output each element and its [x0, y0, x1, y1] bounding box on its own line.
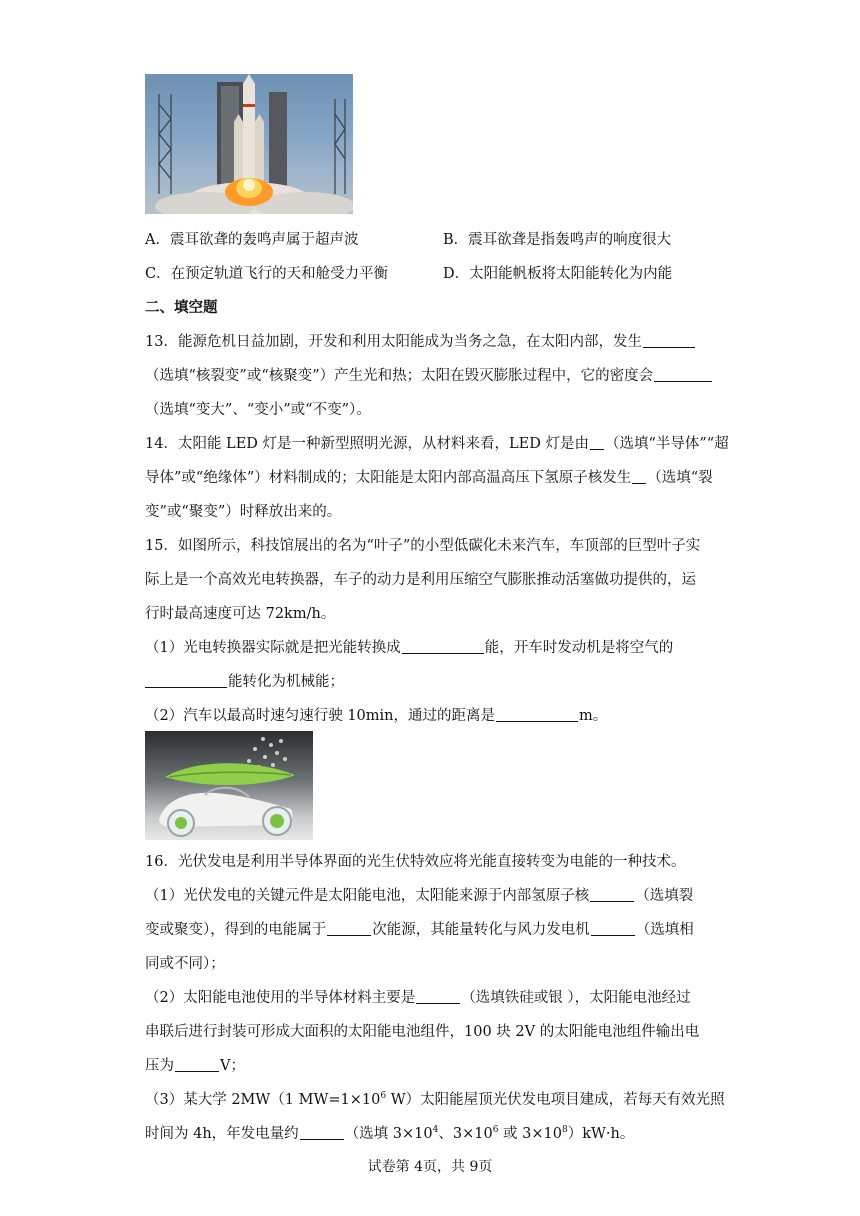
q16-part1-end: 同或不同）； — [145, 956, 225, 972]
exponent: 8 — [561, 1125, 568, 1136]
exponent: 4 — [432, 1125, 439, 1136]
q15-part1 — [145, 638, 673, 658]
q13-text: （选填“核裂变”或“核聚变”）产生光和热；太阳在毁灭膨胀过程中，它的密度会 — [145, 368, 654, 384]
q16-text: 压为 — [145, 1058, 174, 1074]
answer-blank — [654, 366, 712, 382]
q16-text: 时间为 4h，年发电量约 — [145, 1126, 299, 1142]
q16-part1-cont — [145, 920, 694, 940]
exponent: 6 — [492, 1125, 499, 1136]
option-d: D．太阳能帆板将太阳能转化为内能 — [443, 266, 673, 282]
q16-text: （2）太阳能电池使用的半导体材料主要是 — [145, 990, 416, 1006]
q15-text: （1）光电转换器实际就是把光能转换成 — [145, 640, 401, 656]
page-footer: 试卷第 4页，共 9页 — [367, 1159, 493, 1175]
q14-line3: 变”或“聚变”）时释放出来的。 — [145, 504, 342, 520]
q16-part1 — [145, 886, 693, 906]
q15-line1: 15．如图所示，科技馆展出的名为“叶子”的小型低碳化未来汽车，车顶部的巨型叶子实 — [145, 538, 701, 554]
q13-line3: （选填“变大”、“变小”或“不变”）。 — [145, 402, 371, 418]
q14-text: （选填“半导体”“超 — [604, 436, 729, 452]
q16-text: 或 3×10 — [498, 1126, 562, 1142]
q15-line3: 行时最高速度可达 72km/h。 — [145, 606, 336, 622]
q16-text: （选填铁硅或银 ），太阳能电池经过 — [461, 990, 691, 1006]
option-b: B．震耳欲聋是指轰鸣声的响度很大 — [443, 232, 672, 248]
q14-text: 导体”或“绝缘体”）材料制成的；太阳能是太阳内部高温高压下氢原子核发生 — [145, 470, 632, 486]
q16-part2-cont: 串联后进行封装可形成大面积的太阳能电池组件，100 块 2V 的太阳能电池组件输出电 — [145, 1024, 700, 1040]
q13-line2 — [145, 366, 713, 386]
q15-part2 — [145, 706, 607, 726]
q16-text: （选填裂 — [635, 888, 694, 904]
answer-blank — [632, 468, 646, 484]
q16-part3 — [145, 1090, 725, 1110]
answer-blank — [402, 638, 484, 654]
answer-blank — [591, 920, 635, 936]
q16-text: ）kW·h。 — [567, 1126, 635, 1142]
answer-blank — [145, 672, 227, 688]
leaf-car-image — [145, 731, 313, 840]
answer-blank — [496, 706, 578, 722]
answer-blank — [175, 1056, 219, 1072]
q15-text: m。 — [579, 708, 608, 724]
leaf-car-illustration — [145, 731, 313, 840]
q15-part1-cont — [145, 672, 344, 692]
q14-line2 — [145, 468, 713, 488]
q16-text: （1）光伏发电的关键元件是太阳能电池，太阳能来源于内部氢原子核 — [145, 888, 590, 904]
answer-blank — [416, 988, 460, 1004]
exponent: 6 — [380, 1091, 387, 1102]
q16-part3-cont — [145, 1124, 634, 1144]
rocket-illustration — [145, 74, 353, 214]
answer-blank — [300, 1124, 344, 1140]
q13-line1 — [145, 332, 696, 352]
q15-text: 能转化为机械能； — [228, 674, 344, 690]
q15-text: （2）汽车以最高时速匀速行驶 10min，通过的距离是 — [145, 708, 496, 724]
q13-text: 13．能源危机日益加剧，开发和利用太阳能成为当务之急，在太阳内部，发生 — [145, 334, 642, 350]
answer-blank — [590, 434, 604, 450]
q14-text: 14．太阳能 LED 灯是一种新型照明光源，从材料来看，LED 灯是由 — [145, 436, 589, 452]
q14-line1 — [145, 434, 729, 454]
option-c: C．在预定轨道飞行的天和舱受力平衡 — [145, 266, 389, 282]
q16-text: （3）某大学 2MW（1 MW=1×10 — [145, 1092, 381, 1108]
q16-part2 — [145, 988, 691, 1008]
q15-line2: 际上是一个高效光电转换器，车子的动力是利用压缩空气膨胀推动活塞做功提供的，运 — [145, 572, 696, 588]
q16-part2-end — [145, 1056, 245, 1076]
answer-blank — [590, 886, 634, 902]
q16-text: （选填 3×10 — [344, 1126, 433, 1142]
q16-text: 次能源，其能量转化与风力发电机 — [372, 922, 590, 938]
q16-text: 变或聚变），得到的电能属于 — [145, 922, 327, 938]
q16-text: V； — [220, 1058, 245, 1074]
q16-text: W）太阳能屋顶光伏发电项目建成，若每天有效光照 — [386, 1092, 725, 1108]
q14-text: （选填“裂 — [647, 470, 713, 486]
q16-line1: 16．光伏发电是利用半导体界面的光生伏特效应将光能直接转变为电能的一种技术。 — [145, 854, 686, 870]
rocket-launch-image — [145, 74, 353, 214]
answer-blank — [643, 332, 695, 348]
answer-blank — [327, 920, 371, 936]
q16-text: （选填相 — [635, 922, 694, 938]
q16-text: 、3×10 — [438, 1126, 493, 1142]
option-a: A．震耳欲聋的轰鸣声属于超声波 — [145, 232, 359, 248]
q15-text: 能，开车时发动机是将空气的 — [484, 640, 674, 656]
section-title: 二、填空题 — [145, 300, 218, 316]
